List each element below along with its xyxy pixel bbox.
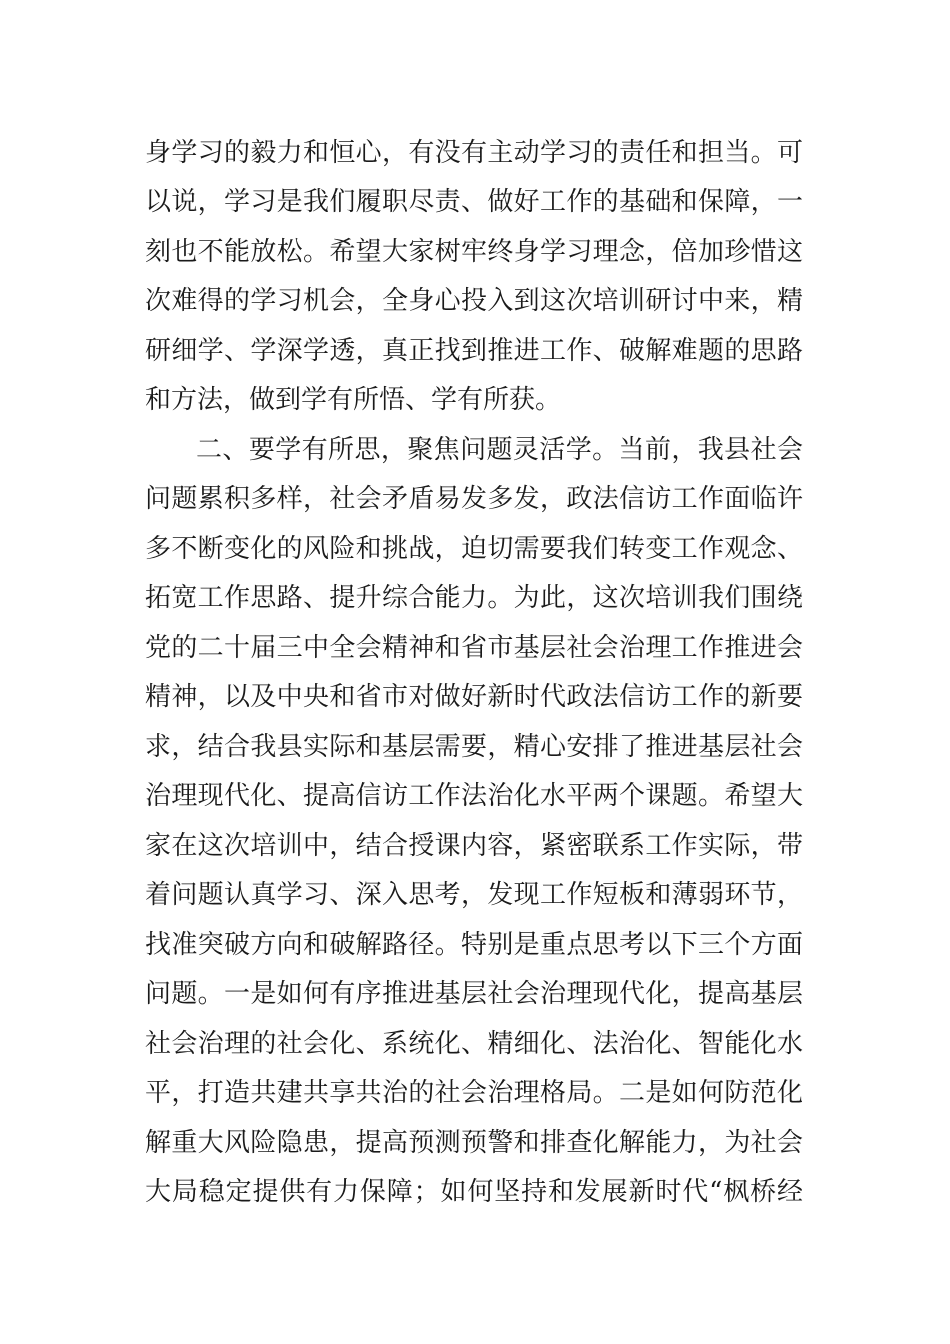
text-line-content: 平，打造共建共享共治的社会治理格局。二是如何防范化 [145,1078,803,1108]
text-line [0,727,950,767]
text-line-content: 拓宽工作思路、提升综合能力。为此，这次培训我们围绕 [145,583,803,613]
text-line-content: 二、要学有所思，聚焦问题灵活学。当前，我县社会 [196,435,803,465]
text-line-content: 求，结合我县实际和基层需要，精心安排了推进基层社会 [145,732,803,762]
text-line-content: 问题累积多样，社会矛盾易发多发，政法信访工作面临许 [145,484,803,514]
text-line [0,380,950,420]
text-line [0,974,950,1014]
text-line [0,1172,950,1212]
text-line [0,281,950,321]
text-line-content: 大局稳定提供有力保障；如何坚持和发展新时代“枫桥经 [145,1177,803,1207]
text-line [0,776,950,816]
text-line-content: 次难得的学习机会，全身心投入到这次培训研讨中来，精 [145,286,803,316]
text-line [0,1123,950,1163]
text-line [0,133,950,173]
text-line-content: 问题。一是如何有序推进基层社会治理现代化，提高基层 [145,979,803,1009]
text-line-content: 找准突破方向和破解路径。特别是重点思考以下三个方面 [145,930,803,960]
text-line-content: 研细学、学深学透，真正找到推进工作、破解难题的思路 [145,336,803,366]
text-line-content: 刻也不能放松。希望大家树牢终身学习理念，倍加珍惜这 [145,237,803,267]
text-line-content: 着问题认真学习、深入思考，发现工作短板和薄弱环节， [145,880,803,910]
text-line-content: 治理现代化、提高信访工作法治化水平两个课题。希望大 [145,781,803,811]
text-line [0,529,950,569]
text-line [0,677,950,717]
text-line-content: 解重大风险隐患，提高预测预警和排查化解能力，为社会 [145,1128,803,1158]
text-line-content: 以说，学习是我们履职尽责、做好工作的基础和保障，一 [145,187,803,217]
text-line-content: 社会治理的社会化、系统化、精细化、法治化、智能化水 [145,1029,803,1059]
text-line [0,1024,950,1064]
text-line [0,1073,950,1113]
text-line [0,628,950,668]
text-line [0,182,950,222]
paragraph-first-line [0,430,950,470]
text-line-content: 家在这次培训中，结合授课内容，紧密联系工作实际，带 [145,831,803,861]
text-line [0,826,950,866]
text-line-content: 党的二十届三中全会精神和省市基层社会治理工作推进会 [145,633,803,663]
text-line-content: 和方法，做到学有所悟、学有所获。 [145,385,562,415]
text-line-content: 身学习的毅力和恒心，有没有主动学习的责任和担当。可 [145,138,803,168]
text-line [0,479,950,519]
text-line [0,331,950,371]
text-line-content: 精神，以及中央和省市对做好新时代政法信访工作的新要 [145,682,803,712]
text-line [0,875,950,915]
text-line [0,578,950,618]
text-line [0,232,950,272]
text-line [0,925,950,965]
text-line-content: 多不断变化的风险和挑战，迫切需要我们转变工作观念、 [145,534,803,564]
